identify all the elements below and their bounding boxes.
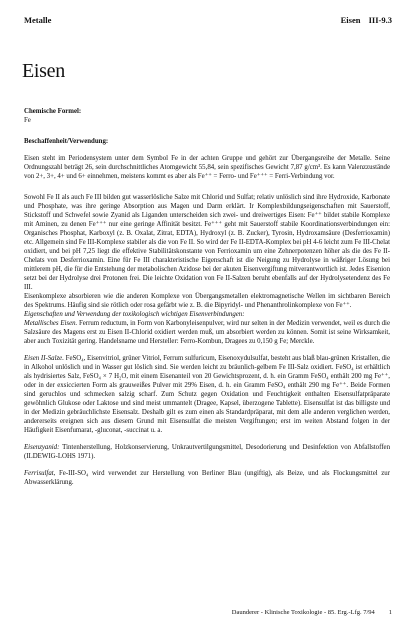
running-header-title: Eisen bbox=[340, 15, 361, 25]
compounds-heading: Eigenschaften und Verwendung der toxikologisch wichtigen Eisenverbindungen: bbox=[24, 311, 245, 318]
footer-citation: Daunderer - Klinische Toxikologie - 85. Erg.-Lfg. 7/94 bbox=[231, 609, 375, 616]
running-header-right bbox=[341, 15, 392, 25]
body-text bbox=[24, 107, 390, 487]
running-header-code: III-9.3 bbox=[368, 15, 392, 25]
paragraph-intro: Eisen steht im Periodensystem unter dem Symbol Fe in der achten Gruppe und gehört zur Übergangsreihe der Metalle. Seine Ordnungszahl beträgt 26, sein durchschnittliches Atomgewicht 55,84, sein spezifisches Gewicht 7,87 g/cm³. Es kann Valenzzustände von 2+, 3+, 4+ und 6+ einnehmen, meistens kommt es aber als Fe⁺⁺ = Ferro- und Fe⁺⁺⁺ = Ferri-Verbindung vor. bbox=[24, 155, 390, 180]
running-header-section: Metalle bbox=[24, 15, 52, 25]
page-footer bbox=[232, 609, 392, 616]
formula-heading: Chemische Formel: bbox=[24, 108, 82, 115]
paragraph-cyanide bbox=[24, 443, 390, 461]
cyanide-text: Tintenherstellung, Holzkonservierung, Unkrautvertilgungsmittel, Desodorierung und Desinfektion von Abfallstoffen (ILDEWIG-LOHS 1971). bbox=[24, 444, 390, 460]
ferri-label: Ferrisulfat, bbox=[24, 470, 56, 477]
sulfate-label: Eisen II-Salze. bbox=[24, 355, 64, 362]
page-title: Eisen bbox=[22, 60, 65, 82]
paragraph-ferri bbox=[24, 469, 390, 487]
metallic-text: Ferrum reductum, in Form von Karbonyleisenpulver, wird nur selten in der Medizin verwendet, weil es durch die Salzsäure des Magens erst zu Eisen II-Chlorid oxidiert werden muß, um absorbiert werden zu können. Somit ist seine Wirksamkeit, aber auch Toxizität gering. Handelsname und Hersteller: Ferro-Kombun, Dragees zu 0,150 g Fe; Merckle. bbox=[24, 320, 390, 345]
cyanide-label: Eisenzyanid: bbox=[24, 444, 60, 451]
page-number: 1 bbox=[388, 609, 392, 616]
paragraph-sulfate bbox=[24, 354, 390, 435]
metallic-label: Metallisches Eisen. bbox=[24, 320, 78, 327]
formula-value: Fe bbox=[24, 117, 31, 124]
paragraph-complexes: Eisenkomplexe absorbieren wie die anderen Komplexe von Übergangsmetallen elektromagnetische Wellen im sichtbaren Bereich des Spektrums. Häufig sind sie rötlich oder rosa gefärbt wie z. B. die Bipyridyl- und Phenanthrolinkomplexe von Fe⁺⁺. bbox=[24, 293, 390, 309]
ferri-text: Fe-III-SO₄ wird verwendet zur Herstellung von Berliner Blau (ungiftig), als Beize, und als Flockungsmittel zur Abwasserklärung. bbox=[24, 470, 390, 486]
sulfate-text: FeSO₄, Eisenvitriol, grüner Vitriol, Ferrum sulfuricum, Eisenoxydulsulfat, besteht aus blaß blau-grünen Kristallen, die in Alkohol unlöslich und in Wasser gut löslich sind. Sie werden leicht zu bräunlich-gelbem Fe III-Salz oxidiert. FeSO₄ ist erhältlich als hydrisiertes Salz, FeSO₄ × 7 H₂O, mit einem Eisenanteil von 20 Gewichtsprozent, d. h. ein Gramm FeSO₄ enthält 200 mg Fe⁺⁺, oder in der exsiccierten Form als grauweißes Pulver mit 29% Eisen, d. h. ein Gramm FeSO₄ enthält 290 mg Fe⁺⁺. Beide Formen sind geruchlos und schmecken salzig scharf. Zum Schutz gegen Oxidation und Feuchtigkeit enthalten Eisensulfatpräparate gewöhnlich Glukose oder Laktose und sind meist ummantelt (Dragee, Kapsel, überzogene Tablette). Eisensulfat ist das billigste und in der Medizin gebräuchlichste Eisensalz. Deshalb gilt es zum einen als Standardpräparat, mit dem alle anderen verglichen werden, andererseits ereignen sich aus diesem Grund mit Eisensulfat die meisten Vergiftungen; erst im weiten Abstand folgen in der Häufigkeit Eisenfumarat, -gluconat, -succinat u. a. bbox=[24, 355, 390, 434]
paragraph-metallic bbox=[24, 319, 390, 346]
paragraph-salts: Sowohl Fe II als auch Fe III bilden gut wasserlösliche Salze mit Chlorid und Sulfat; relativ unlöslich sind ihre Hydroxide, Karbonate und Phosphate, was ihre geringe Absorption aus Magen und Darm erklärt. Ir Komplexbildungseigenschaften mit Sauerstoff, Stickstoff und Schwefel sowie Zyanid als Liganden unterscheiden sich zwei- und dreiwertiges Eisen: Fe⁺⁺ bildet stabile Komplexe mit Aminen, zu denen Fe⁺⁺⁺ nur eine geringe Affinität besitzt. Fe⁺⁺⁺ geht mit Sauerstoff stabile Koordinationsverbindungen ein: Organisches Phosphat, Karboxyl (z. B. Oxalat, Zitrat, EDTA), Hydroxyl (z. B. Zucker), Tyrosin, Hydroxamsäure (Desferrioxamin) etc. Allgemein sind Fe III-Komplexe stabiler als die von Fe II. So wird der Fe II-EDTA-Komplex bei pH 4-6 leicht zum Fe III-Chelat oxidiert, und bei pH 7,25 liegt die effektive Stabilitätskonstante von Ferrioxamin um eine Zehnerpotenzen höher als die des Fe II-Chelats von Desferrioxamin. Eine für Fe III charakteristische Eigenschaft ist die Neigung zu Hydrolyse in wäßriger Lösung bei mittlerem pH, die für die Entstehung der metabolischen Azidose bei der akuten Eisenvergiftung mitverantwortlich ist. Jedes Eisenion setzt bei der Hydrolyse drei Protonen frei. Die leichte Oxidation von Fe II-Salzen beruht ebenfalls auf der Hydrolysetendenz des Fe III. bbox=[24, 194, 390, 291]
properties-heading: Beschaffenheit/Verwendung: bbox=[24, 138, 109, 145]
